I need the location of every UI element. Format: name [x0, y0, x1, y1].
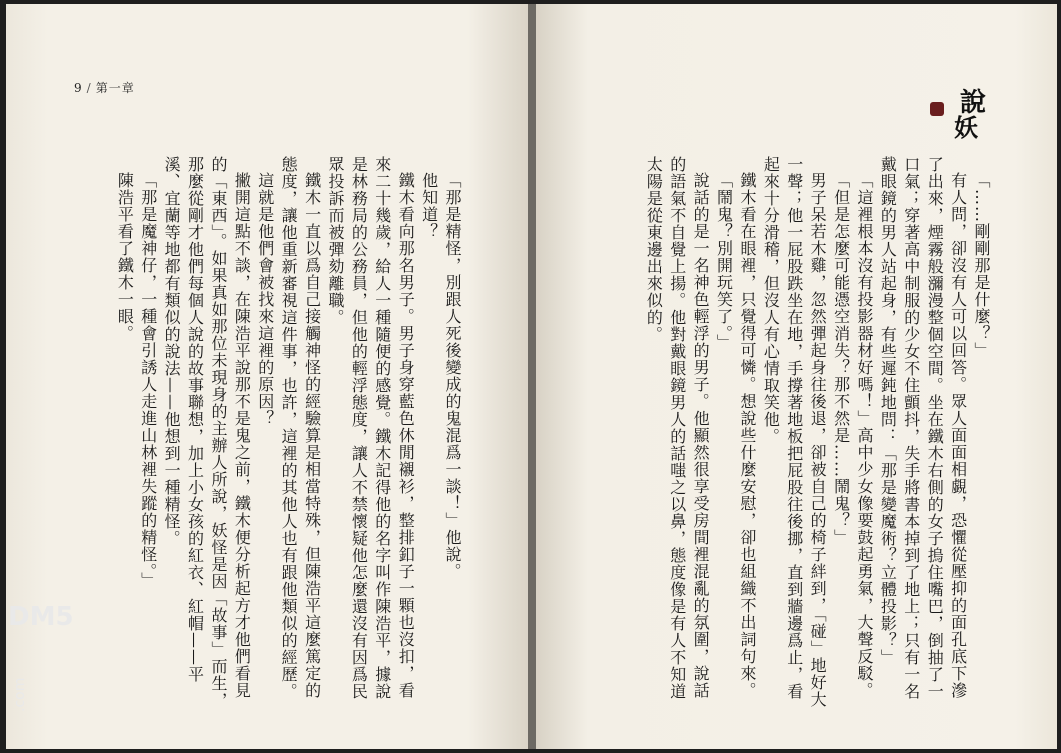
- paragraph: 說話的是一名神色輕浮的男子。他顯然很享受房間裡混亂的氛圍，說話的語氣不自覺上揚。他對戴眼鏡男人的話嗤之以鼻，態度像是有人不知道太陽是從東邊出來似的。: [644, 156, 711, 700]
- page-header: [74, 79, 135, 96]
- header-separator: /: [86, 81, 92, 95]
- right-page-text: [573, 156, 993, 712]
- site-watermark: [2, 592, 74, 742]
- left-page: [6, 4, 530, 749]
- paragraph: 鐵木一直以爲自己接觸神怪的經驗算是相當特殊，但陳浩平這麼篤定的態度，讓他重新審視這件事，也許，這裡的其他人也有跟他類似的經歷。: [279, 156, 322, 700]
- book-spread: [6, 4, 1057, 749]
- paragraph: 他知道？: [419, 172, 439, 240]
- paragraph: 「那是精怪，別跟人死後變成的鬼混爲一談！」他說。: [443, 172, 462, 580]
- page-number: 9: [74, 81, 83, 95]
- watermark-suffix: .com: [12, 677, 28, 712]
- paragraph: 鐵木看在眼裡，只覺得可憐。想說些什麼安慰，卻也組織不出詞句來。: [737, 172, 757, 699]
- chapter-title: 第一章: [95, 81, 135, 95]
- paragraph: 「但是怎麼可能憑空消失？那不然是……鬧鬼？」: [831, 172, 851, 546]
- paragraph: 「這裡根本沒有投影器材好嗎！」高中少女像要鼓起勇氣，大聲反駁。: [854, 172, 874, 699]
- left-page-text: [64, 156, 464, 712]
- title-seal-logo: [928, 82, 988, 142]
- seal-char: 說: [960, 88, 987, 118]
- paragraph: 男子呆若木雞，忽然彈起身往後退，卻被自己的椅子絆到，「碰」地好大一聲；他一屁股跌坐在地，手撐著地板把屁股往後挪，直到牆邊爲止，看起來十分滑稽，但沒人有心情取笑他。: [761, 156, 828, 708]
- paragraph: 「那是魔神仔，一種會引誘人走進山林裡失蹤的精怪。」: [138, 172, 158, 589]
- seal-char: 妖: [954, 113, 978, 142]
- paragraph: 陳浩平看了鐵木一眼。: [115, 172, 135, 342]
- paragraph: 鐵木看向那名男子。男子身穿藍色休閒襯衫，整排釦子一顆也沒扣，看來二十幾歲，給人一種隨便的感覺。鐵木記得他的名字叫作陳浩平，據說是林務局的公務員，但他的輕浮態度，讓人不禁懷疑他怎麼還沒有因爲民眾投訴而被彈劾離職。: [325, 156, 416, 700]
- right-page: [536, 4, 1057, 749]
- paragraph: 有人問，卻沒有人可以回答。眾人面面相覷，恐懼從壓抑的面孔底下滲了出來，煙霧般瀰漫整個空間。坐在鐵木右側的女子摀住嘴巴，倒抽了一口氣；穿著高中制服的少女不住顫抖，失手將書本掉到了地上；只有一名戴眼鏡的男人站起身，有些遲鈍地問：「那是變魔術？立體投影？」: [878, 156, 968, 700]
- paragraph: 這就是他們會被找來這裡的原因？: [255, 172, 275, 427]
- paragraph: 撇開這點不談，在陳浩平說那不是鬼之前，鐵木便分析起方才他們看見的「東西」。如果真如那位未現身的主辦人所說，妖怪是因「故事」而生，那麼從剛才他們每個人說的故事聯想，加上小女孩的紅衣、紅帽——平溪、宜蘭等地都有類似的說法——他想到一種精怪。: [162, 156, 252, 709]
- paragraph: 「鬧鬼？別開玩笑了。」: [714, 172, 734, 351]
- seal-stamp-icon: [930, 102, 944, 116]
- watermark-text: DM5: [8, 602, 74, 632]
- paragraph: 「……剛剛那是什麼？」: [972, 172, 991, 359]
